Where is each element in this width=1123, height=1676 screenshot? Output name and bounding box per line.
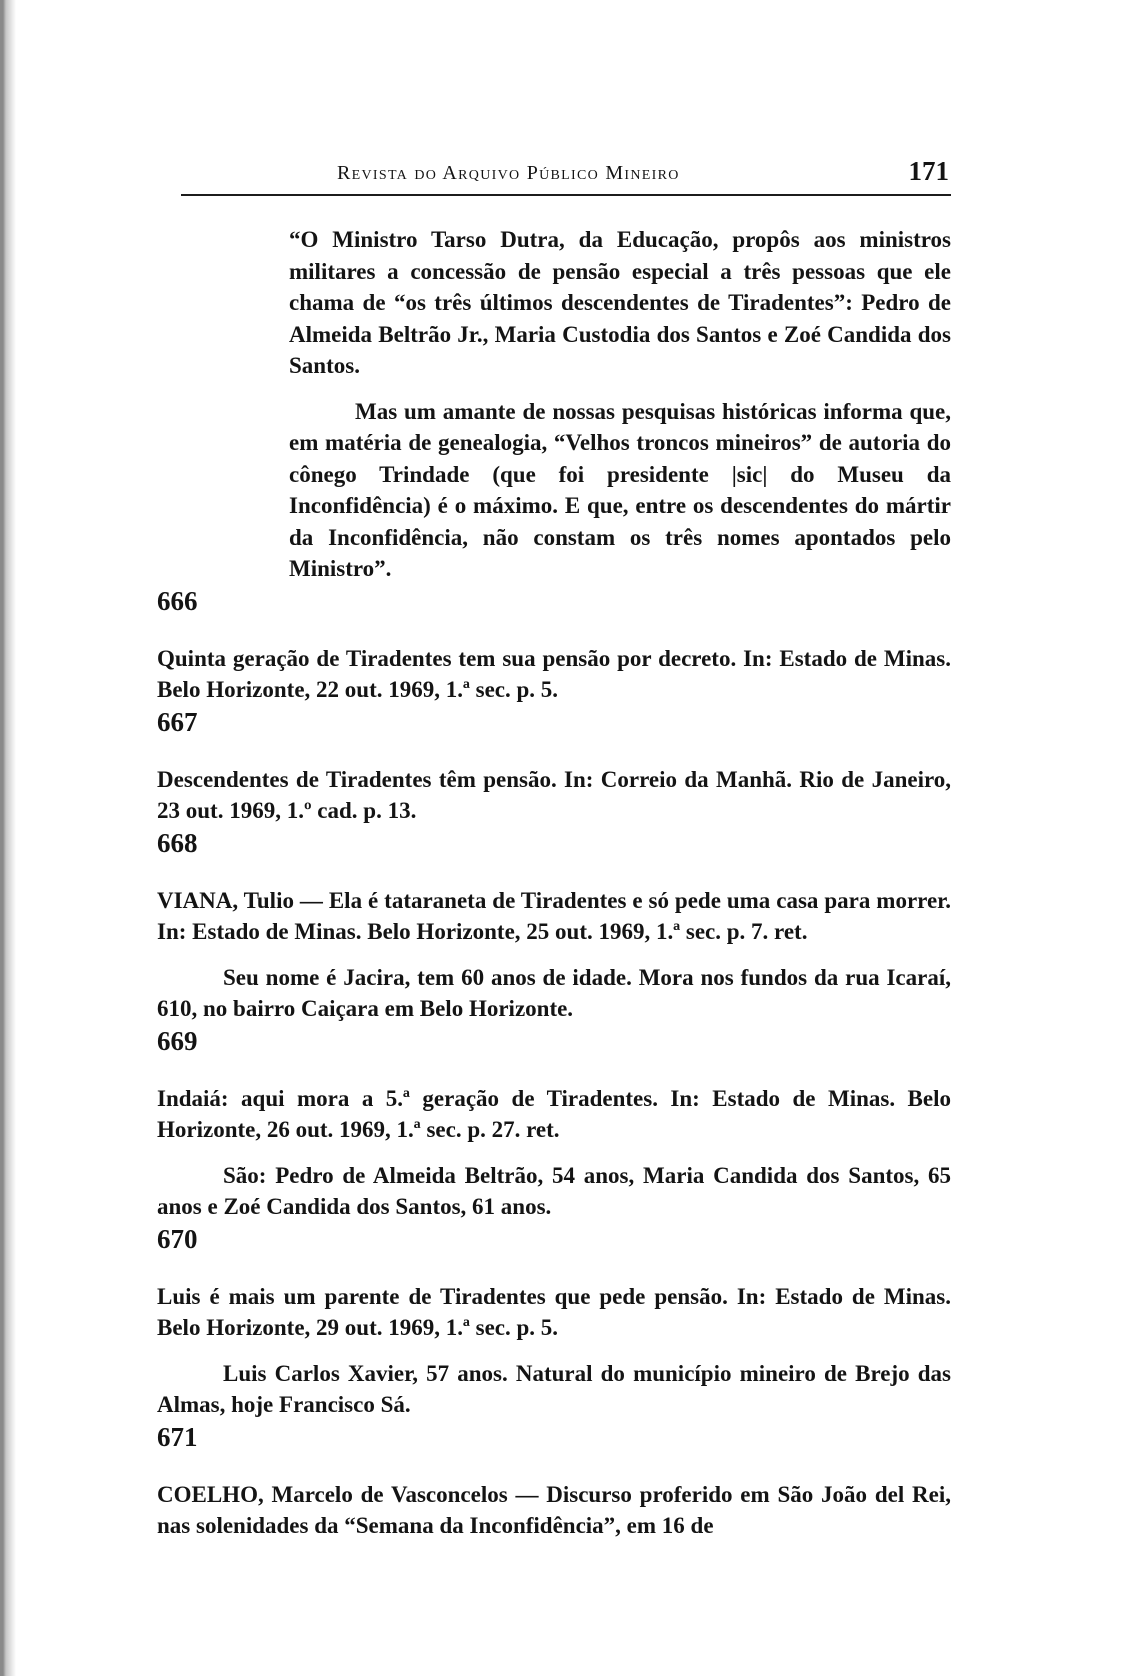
spacer (157, 1146, 951, 1160)
page-number: 171 (908, 156, 949, 186)
entry-number: 671 (157, 1421, 198, 1452)
entry-number: 666 (157, 585, 198, 616)
quoted-paragraph: “O Ministro Tarso Dutra, da Educação, propôs aos ministros militares a concessão de pensão especial a três pessoas que ele chama de “os três últimos descendentes de Tiradentes”: Pedro de Almeida Beltrão Jr., Maria Custodia dos Santos e Zoé Candida dos Santos. (289, 227, 951, 378)
bibliography-entry: Luis é mais um parente de Tiradentes que pede pensão. In: Estado de Minas. Belo Horizonte, 29 out. 1969, 1.ª sec. p. 5. (157, 1283, 951, 1340)
page-body (157, 224, 951, 1542)
entry-number: 670 (157, 1223, 198, 1254)
spacer (157, 1255, 951, 1281)
bibliography-entry: VIANA, Tulio — Ela é tataraneta de Tiradentes e só pede uma casa para morrer. In: Estado de Minas. Belo Horizonte, 25 out. 1969, 1.ª sec. p. 7. ret. (157, 887, 951, 944)
entry-note: São: Pedro de Almeida Beltrão, 54 anos, Maria Candida dos Santos, 65 anos e Zoé Candida dos Santos, 61 anos. (157, 1162, 951, 1219)
entry-number: 668 (157, 827, 198, 858)
page-header (181, 156, 951, 196)
bibliography-entry: Quinta geração de Tiradentes tem sua pensão por decreto. In: Estado de Minas. Belo Horizonte, 22 out. 1969, 1.ª sec. p. 5. (157, 645, 951, 702)
bibliography-entry: Descendentes de Tiradentes têm pensão. In: Correio da Manhã. Rio de Janeiro, 23 out. 1969, 1.º cad. p. 13. (157, 766, 951, 823)
page-binding-edge (0, 0, 16, 1676)
spacer (157, 1057, 951, 1083)
spacer (157, 1344, 951, 1358)
spacer (157, 382, 951, 396)
quoted-paragraph: Mas um amante de nossas pesquisas históricas informa que, em matéria de genealogia, “Velhos troncos mineiros” de autoria do cônego Trindade (que foi presidente |sic| do Museu da Inconfidência) é o máximo. E que, entre os descendentes do mártir da Inconfidência, não constam os três nomes apontados pelo Ministro”. (289, 398, 951, 581)
entry-note: Luis Carlos Xavier, 57 anos. Natural do município mineiro de Brejo das Almas, hoje Francisco Sá. (157, 1360, 951, 1417)
spacer (157, 738, 951, 764)
spacer (157, 948, 951, 962)
entry-number: 667 (157, 706, 198, 737)
spacer (157, 1453, 951, 1479)
running-title: Revista do Arquivo Público Mineiro (337, 162, 680, 184)
entry-note: Seu nome é Jacira, tem 60 anos de idade. Mora nos fundos da rua Icaraí, 610, no bairro Caiçara em Belo Horizonte. (157, 964, 951, 1021)
bibliography-entry: Indaiá: aqui mora a 5.ª geração de Tiradentes. In: Estado de Minas. Belo Horizonte, 26 out. 1969, 1.ª sec. p. 27. ret. (157, 1085, 951, 1142)
spacer (157, 617, 951, 643)
spacer (157, 859, 951, 885)
header-rule (181, 194, 951, 196)
bibliography-entry: COELHO, Marcelo de Vasconcelos — Discurso proferido em São João del Rei, nas solenidades da “Semana da Inconfidência”, em 16 de (157, 1481, 951, 1538)
entry-number: 669 (157, 1025, 198, 1056)
